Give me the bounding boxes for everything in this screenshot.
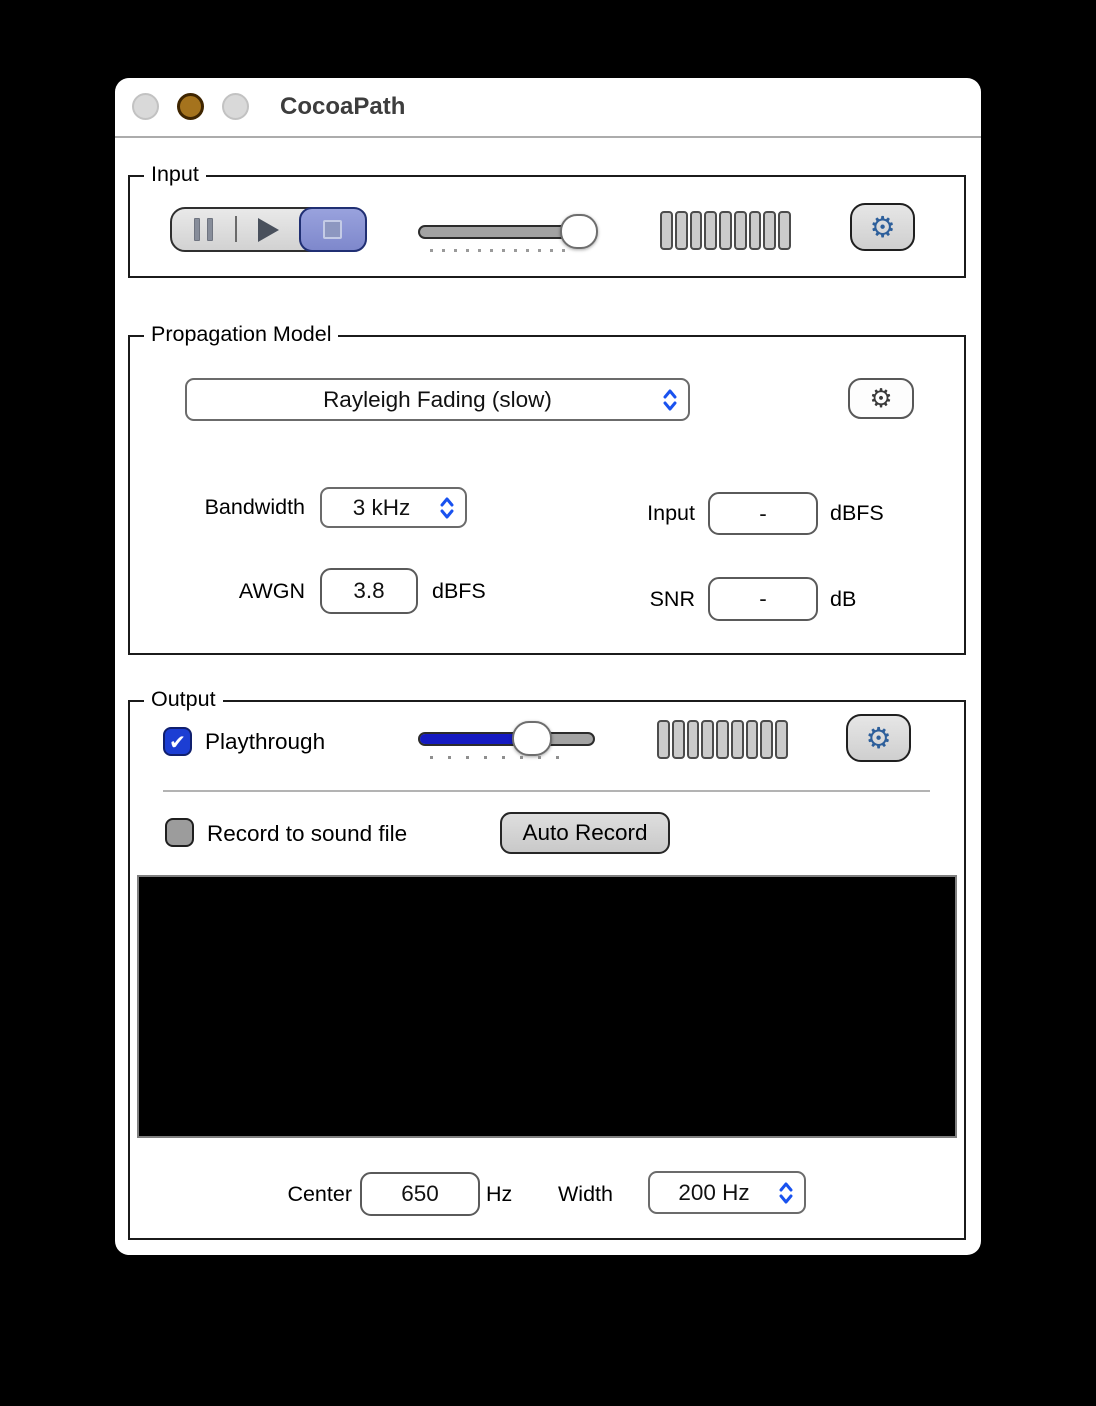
transport-control: [170, 207, 366, 252]
titlebar: [115, 78, 981, 138]
meter-segment: [719, 211, 732, 250]
propagation-section: [128, 322, 966, 655]
meter-segment: [731, 720, 744, 759]
meter-segment: [778, 211, 791, 250]
play-button[interactable]: [237, 209, 299, 250]
input-level-unit: dBFS: [830, 501, 884, 525]
output-section: [128, 687, 966, 1240]
output-settings-button[interactable]: [846, 714, 911, 762]
meter-segment: [763, 211, 776, 250]
output-volume-slider[interactable]: [418, 724, 595, 772]
slider-thumb[interactable]: [512, 721, 552, 756]
playthrough-checkbox[interactable]: [163, 727, 192, 756]
input-level-field[interactable]: -: [708, 492, 818, 535]
output-level-meter: [657, 720, 788, 759]
width-label: Width: [558, 1182, 613, 1206]
center-label: Center: [287, 1182, 352, 1206]
gear-icon: ⚙: [869, 383, 893, 414]
slider-ticks: [430, 249, 570, 252]
propagation-section-label: Propagation Model: [144, 322, 338, 347]
minimize-button[interactable]: [177, 93, 204, 120]
input-section: [128, 162, 966, 278]
chevron-updown-icon: [439, 495, 455, 521]
play-icon: [258, 218, 279, 242]
close-button[interactable]: [132, 93, 159, 120]
bandwidth-label: Bandwidth: [204, 495, 305, 519]
meter-segment: [701, 720, 714, 759]
meter-segment: [690, 211, 703, 250]
input-volume-slider[interactable]: [418, 217, 595, 265]
snr-field[interactable]: -: [708, 577, 818, 621]
meter-segment: [675, 211, 688, 250]
output-divider: [163, 790, 930, 792]
snr-label: SNR: [649, 587, 695, 611]
meter-segment: [734, 211, 747, 250]
bandwidth-value: 3 kHz: [352, 494, 411, 520]
pause-icon: [194, 218, 213, 241]
bandwidth-dropdown[interactable]: [320, 487, 467, 528]
awgn-field[interactable]: 3.8: [320, 568, 418, 614]
pause-button[interactable]: [172, 209, 235, 250]
meter-segment: [657, 720, 670, 759]
meter-segment: [775, 720, 788, 759]
input-level-meter: [660, 211, 791, 250]
input-settings-button[interactable]: [850, 203, 915, 251]
width-dropdown[interactable]: [648, 1171, 806, 1214]
input-section-label: Input: [144, 162, 206, 187]
app-window: [115, 78, 981, 1255]
meter-segment: [687, 720, 700, 759]
meter-segment: [746, 720, 759, 759]
model-dropdown[interactable]: [185, 378, 690, 421]
input-level-label: Input: [647, 501, 695, 525]
chevron-updown-icon: [778, 1180, 794, 1206]
awgn-unit: dBFS: [432, 579, 486, 603]
playthrough-label: Playthrough: [205, 729, 326, 754]
snr-unit: dB: [830, 587, 857, 611]
record-checkbox[interactable]: [165, 818, 194, 847]
meter-segment: [660, 211, 673, 250]
slider-thumb[interactable]: [560, 214, 598, 249]
output-section-label: Output: [144, 687, 223, 712]
window-title: CocoaPath: [280, 93, 406, 120]
meter-segment: [704, 211, 717, 250]
center-field[interactable]: 650: [360, 1172, 480, 1216]
slider-track: [418, 732, 595, 746]
model-settings-button[interactable]: [848, 378, 914, 419]
chevron-updown-icon: [662, 387, 678, 413]
record-label: Record to sound file: [207, 821, 408, 846]
width-value: 200 Hz: [678, 1179, 750, 1205]
zoom-button[interactable]: [222, 93, 249, 120]
auto-record-button[interactable]: Auto Record: [500, 812, 670, 854]
awgn-label: AWGN: [238, 579, 305, 603]
meter-segment: [716, 720, 729, 759]
spectrum-display: [137, 875, 957, 1138]
check-icon: ✔: [169, 729, 186, 754]
stop-icon: [323, 220, 342, 239]
slider-ticks: [430, 756, 562, 759]
model-dropdown-value: Rayleigh Fading (slow): [323, 386, 552, 412]
meter-segment: [760, 720, 773, 759]
stop-button[interactable]: [299, 207, 367, 252]
gear-icon: ⚙: [865, 720, 892, 755]
gear-icon: ⚙: [869, 209, 896, 244]
center-unit: Hz: [486, 1182, 513, 1206]
meter-segment: [672, 720, 685, 759]
meter-segment: [749, 211, 762, 250]
